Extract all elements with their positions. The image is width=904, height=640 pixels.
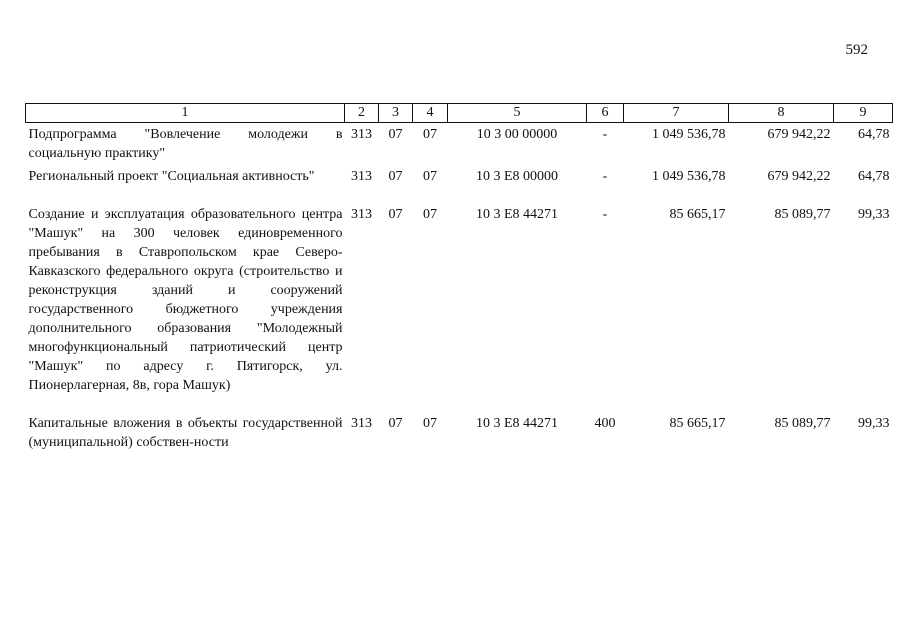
cell-amount-executed: 85 089,77: [774, 416, 831, 431]
cell-amount-planned: 1 049 536,78: [652, 127, 726, 142]
cell-amount-planned: 85 665,17: [669, 416, 726, 431]
cell-target-article: 10 3 E8 44271: [475, 207, 559, 222]
cell-subsection: 07: [423, 127, 437, 142]
cell-expense-type: 400: [594, 416, 616, 431]
cell-percent: 99,33: [858, 207, 890, 222]
column-header: 6: [587, 104, 624, 123]
column-header: 5: [448, 104, 587, 123]
row-name: Подпрограмма "Вовлечение молодежи в социальную практику": [28, 127, 343, 161]
page-number: 592: [845, 42, 868, 58]
cell-ministry-code: 313: [351, 207, 372, 222]
cell-amount-executed: 85 089,77: [774, 207, 831, 222]
cell-subsection: 07: [423, 416, 437, 431]
cell-section: 07: [388, 169, 403, 184]
cell-amount-planned: 1 049 536,78: [652, 169, 726, 184]
column-header: 1: [26, 104, 345, 123]
cell-percent: 64,78: [858, 127, 890, 142]
table-row: [26, 395, 893, 452]
row-name: Региональный проект "Социальная активность": [28, 169, 315, 184]
cell-target-article: 10 3 E8 00000: [475, 169, 559, 184]
table-row: [26, 163, 893, 186]
cell-section: 07: [388, 416, 403, 431]
cell-subsection: 07: [423, 207, 437, 222]
cell-amount-executed: 679 942,22: [767, 169, 831, 184]
column-header: 2: [345, 104, 379, 123]
row-name: Капитальные вложения в объекты государственной (муниципальной) собствен-ности: [28, 416, 343, 450]
cell-section: 07: [388, 127, 403, 142]
cell-target-article: 10 3 00 00000: [476, 127, 558, 142]
cell-expense-type: -: [602, 169, 608, 184]
cell-percent: 99,33: [858, 416, 890, 431]
column-header: 7: [624, 104, 729, 123]
cell-amount-planned: 85 665,17: [669, 207, 726, 222]
cell-ministry-code: 313: [351, 169, 372, 184]
column-header: 9: [834, 104, 893, 123]
cell-expense-type: -: [602, 127, 608, 142]
cell-section: 07: [388, 207, 403, 222]
cell-ministry-code: 313: [351, 127, 372, 142]
column-header: 3: [379, 104, 413, 123]
table-row: [26, 186, 893, 395]
table-row: [26, 123, 893, 164]
column-header: 8: [729, 104, 834, 123]
cell-expense-type: -: [602, 207, 608, 222]
cell-ministry-code: 313: [351, 416, 372, 431]
cell-percent: 64,78: [858, 169, 890, 184]
cell-target-article: 10 3 E8 44271: [475, 416, 559, 431]
row-name: Создание и эксплуатация образовательного центра "Машук" на 300 человек единовременного пребывания в Ставропольском крае Северо-Кавказского федерального округа (строительство и реконструкция зданий и сооружений государственного бюджетного учреждения дополнительного образования "Молодежный многофункциональный патриотический центр "Машук" по адресу г. Пятигорск, ул. Пионерлагерная, 8в, гора Машук): [28, 207, 343, 393]
budget-table: [25, 103, 893, 452]
cell-amount-executed: 679 942,22: [767, 127, 831, 142]
column-header: 4: [413, 104, 448, 123]
cell-subsection: 07: [423, 169, 437, 184]
header-row: [26, 104, 893, 123]
